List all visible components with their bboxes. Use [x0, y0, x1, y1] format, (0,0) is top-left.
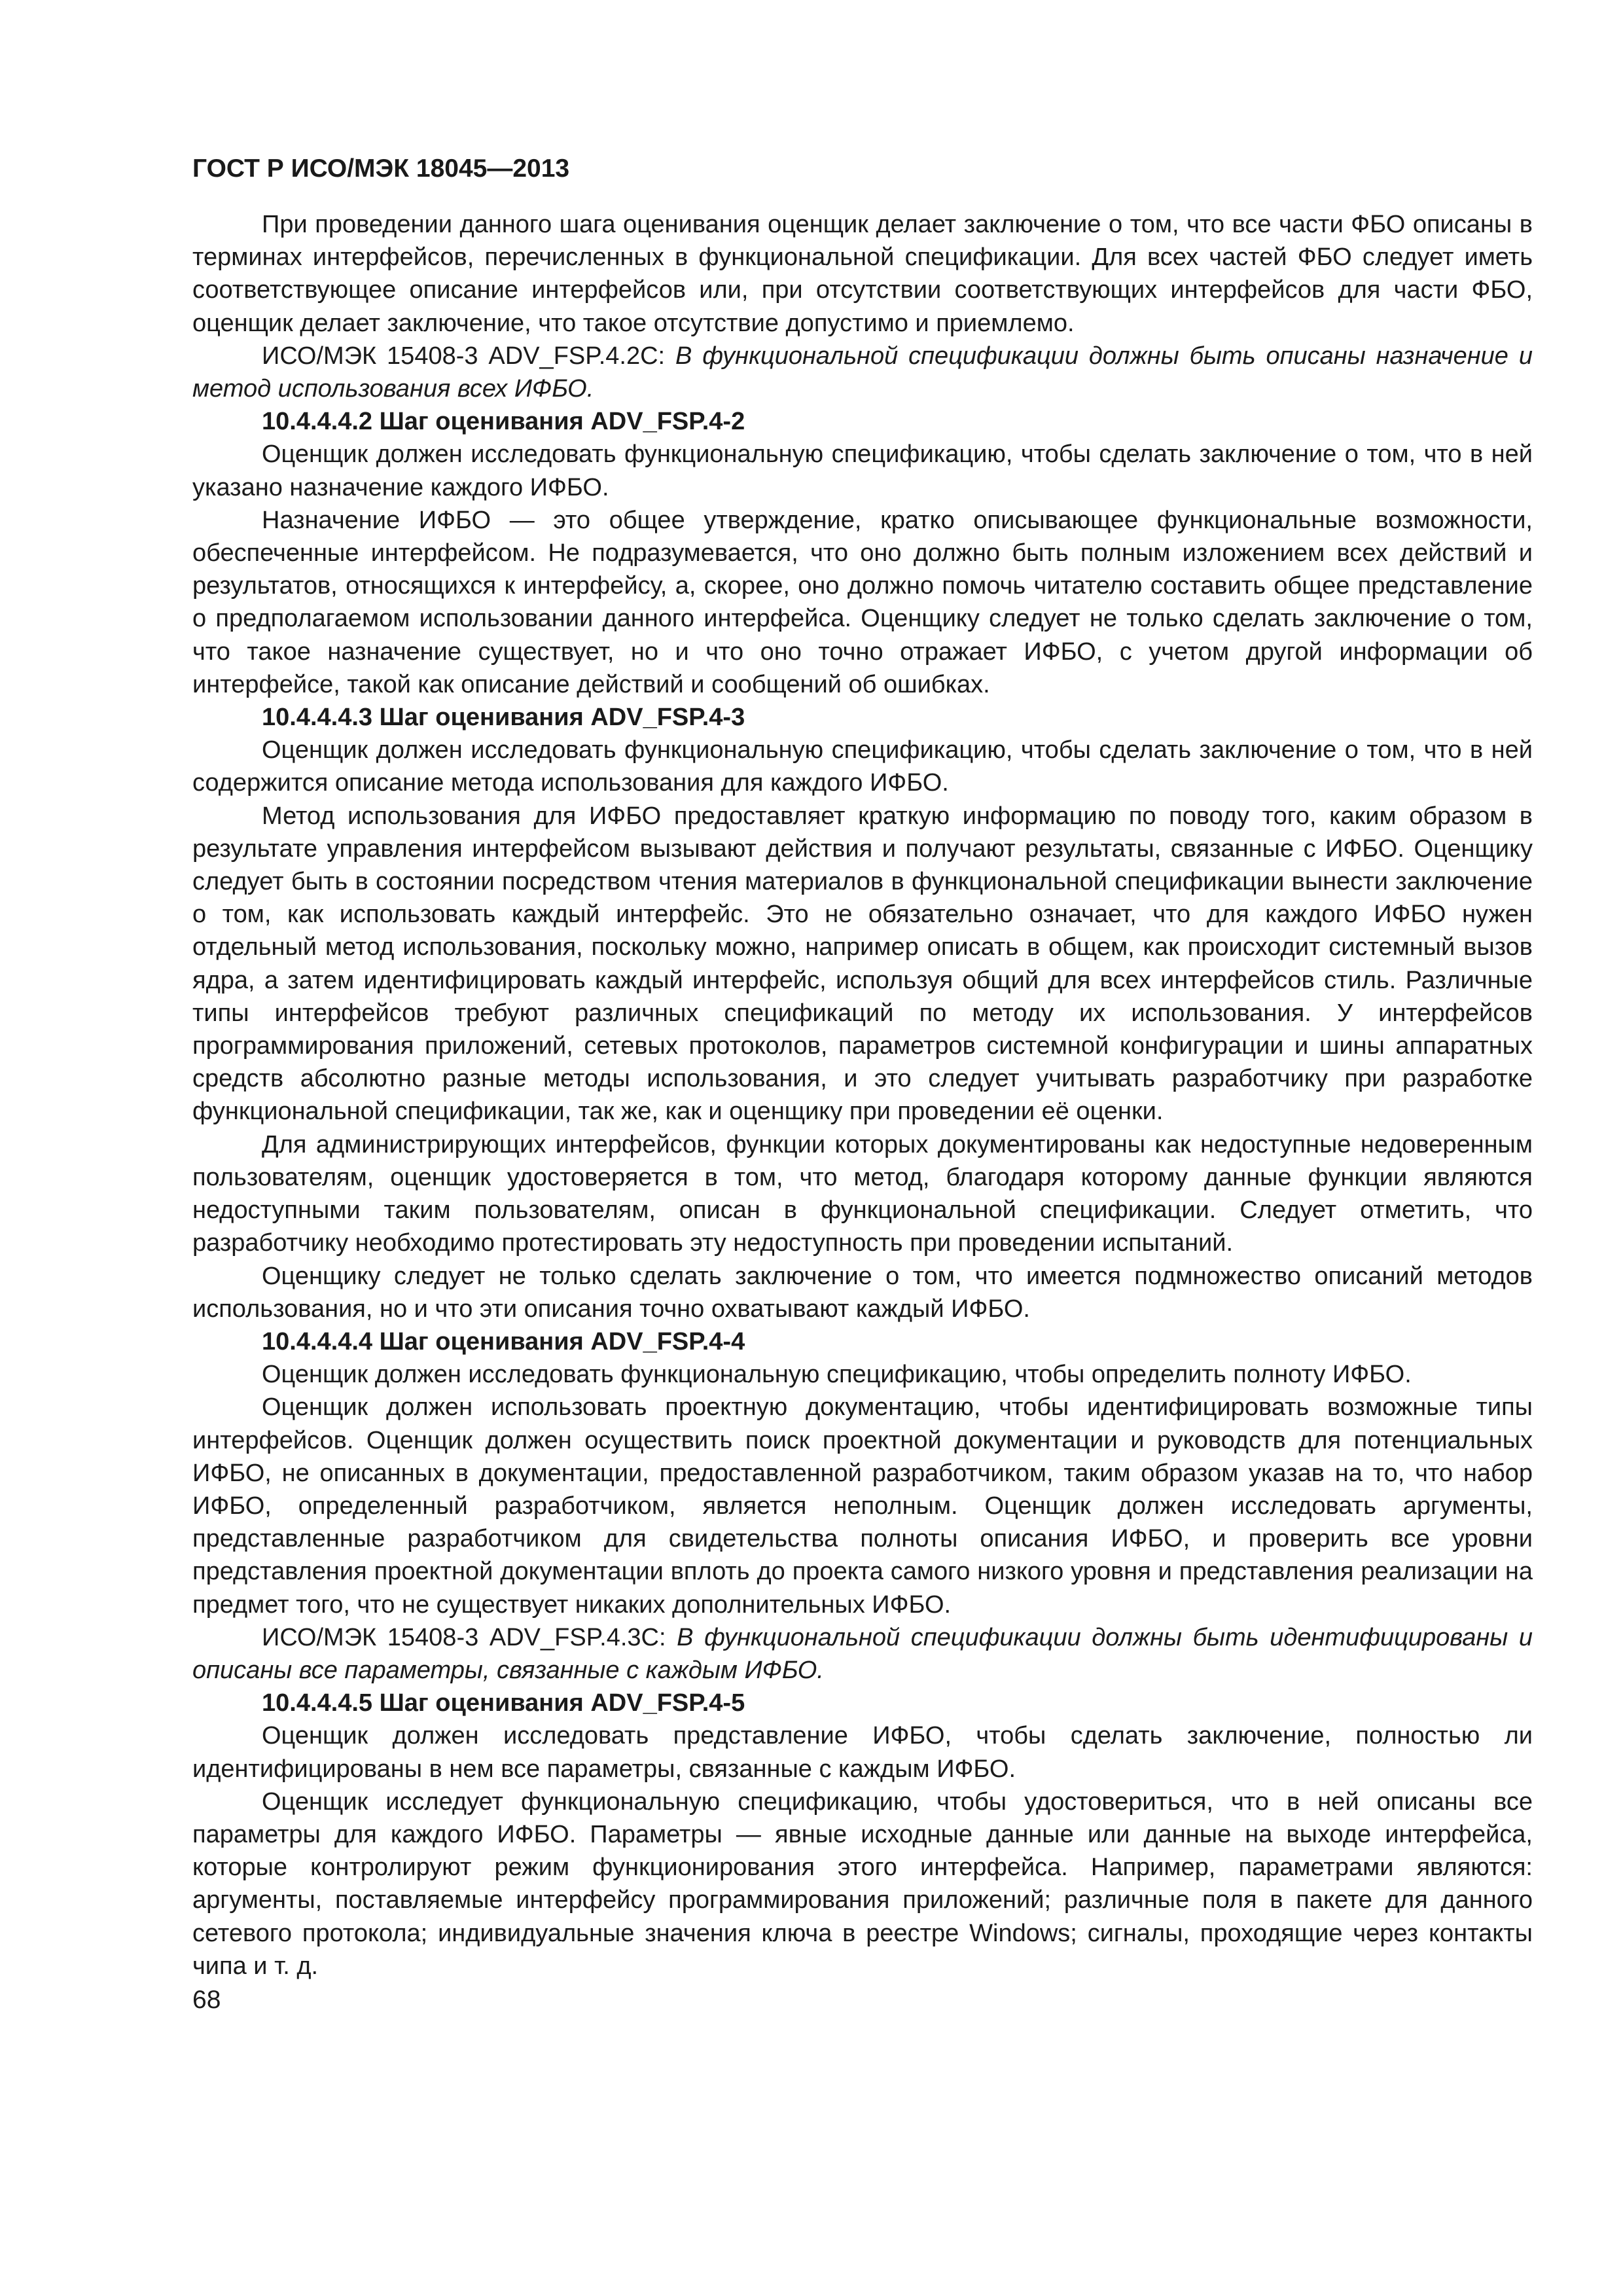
requirement-reference: ИСО/МЭК 15408-3 ADV_FSP.4.2C: [262, 342, 675, 370]
paragraph: При проведении данного шага оценивания оценщик делает заключение о том, что все части ФБО описаны в терминах интерфейсов, перечисленных в функциональной спецификации. Для всех частей ФБО следует иметь соответствующее описание интерфейсов или, при отсутствии соответствующих интерфейсов для части ФБО, оценщик делает заключение, что такое отсутствие допустимо и приемлемо. [192, 211, 1533, 337]
requirement-text: В функциональной спецификации должны быть идентифицированы и описаны все параметры, связанные с каждым ИФБО. [192, 1623, 1533, 1684]
paragraph: Оценщик должен исследовать функциональную спецификацию, чтобы определить полноту ИФБО. [262, 1361, 1412, 1389]
section-heading: 10.4.4.4.3 Шаг оценивания ADV_FSP.4-3 [262, 704, 745, 732]
paragraph: Оценщику следует не только сделать заключение о том, что имеется подмножество описаний методов использования, но и что эти описания точно охватывают каждый ИФБО. [192, 1262, 1533, 1323]
paragraph: Оценщик исследует функциональную спецификацию, чтобы удостовериться, что в ней описаны все параметры для каждого ИФБО. Параметры — явные исходные данные или данные на выходе интерфейса, которые контролируют режим функционирования этого интерфейса. Например, параметрами являются: аргументы, поставляемые интерфейсу программирования приложений; различные поля в пакете для данного сетевого протокола; индивидуальные значения ключа в реестре Windows; сигналы, проходящие через контакты чипа и т. д. [192, 1787, 1533, 1980]
section-heading: 10.4.4.4.4 Шаг оценивания ADV_FSP.4-4 [262, 1327, 745, 1355]
paragraph: Для администрирующих интерфейсов, функции которых документированы как недоступные недоверенным пользователям, оценщик удостоверяется в том, что метод, благодаря которому данные функции являются недоступными таким пользователям, описан в функциональной спецификации. Следует отметить, что разработчику необходимо протестировать эту недоступность при проведении испытаний. [192, 1130, 1533, 1257]
page-number: 68 [192, 1985, 221, 2014]
requirement-paragraph [192, 340, 1533, 405]
requirement-paragraph [192, 1621, 1533, 1687]
section-heading: 10.4.4.4.2 Шаг оценивания ADV_FSP.4-2 [262, 408, 745, 436]
requirement-reference: ИСО/МЭК 15408-3 ADV_FSP.4.3C: [262, 1623, 677, 1651]
document-body [192, 208, 1533, 1982]
paragraph: Оценщик должен исследовать функциональную спецификацию, чтобы сделать заключение о том, что в ней указано назначение каждого ИФБО. [192, 440, 1533, 501]
paragraph: Оценщик должен исследовать функциональную спецификацию, чтобы сделать заключение о том, что в ней содержится описание метода использования для каждого ИФБО. [192, 736, 1533, 797]
requirement-text: В функциональной спецификации должны быть описаны назначение и метод использования всех ИФБО. [192, 342, 1533, 403]
paragraph: Оценщик должен использовать проектную документацию, чтобы идентифицировать возможные типы интерфейсов. Оценщик должен осуществить поиск проектной документации и руководств для потенциальных ИФБО, не описанных в документации, предоставленной разработчиком, таким образом указав на то, что набор ИФБО, определенный разработчиком, является неполным. Оценщик должен исследовать аргументы, представленные разработчиком для свидетельства полноты описания ИФБО, и проверить все уровни представления проектной документации вплоть до проекта самого низкого уровня и представления реализации на предмет того, что не существует никаких дополнительных ИФБО. [192, 1393, 1533, 1619]
paragraph: Метод использования для ИФБО предоставляет краткую информацию по поводу того, каким образом в результате управления интерфейсом вызывают действия и получают результаты, связанные с ИФБО. Оценщику следует быть в состоянии посредством чтения материалов в функциональной спецификации вынести заключение о том, как использовать каждый интерфейс. Это не обязательно означает, что для каждого ИФБО нужен отдельный метод использования, поскольку можно, например описать в общем, как происходит системный вызов ядра, а затем идентифицировать каждый интерфейс, используя общий для всех интерфейсов стиль. Различные типы интерфейсов требуют различных спецификаций по методу их использования. У интерфейсов программирования приложений, сетевых протоколов, параметров системной конфигурации и шины аппаратных средств абсолютно разные методы использования, и это следует учитывать разработчику при разработке функциональной спецификации, так же, как и оценщику при проведении её оценки. [192, 802, 1533, 1126]
document-page [192, 152, 1533, 2017]
section-heading: 10.4.4.4.5 Шаг оценивания ADV_FSP.4-5 [262, 1689, 745, 1717]
paragraph: Оценщик должен исследовать представление ИФБО, чтобы сделать заключение, полностью ли идентифицированы в нем все параметры, связанные с каждым ИФБО. [192, 1722, 1533, 1783]
document-header: ГОСТ Р ИСО/МЭК 18045—2013 [192, 154, 570, 183]
paragraph: Назначение ИФБО — это общее утверждение, кратко описывающее функциональные возможности, обеспеченные интерфейсом. Не подразумевается, что оно должно быть полным изложением всех действий и результатов, относящихся к интерфейсу, а, скорее, оно должно помочь читателю составить общее представление о предполагаемом использовании данного интерфейса. Оценщику следует не только сделать заключение о том, что такое назначение существует, но и что оно точно отражает ИФБО, с учетом другой информации об интерфейсе, такой как описание действий и сообщений об ошибках. [192, 506, 1533, 698]
